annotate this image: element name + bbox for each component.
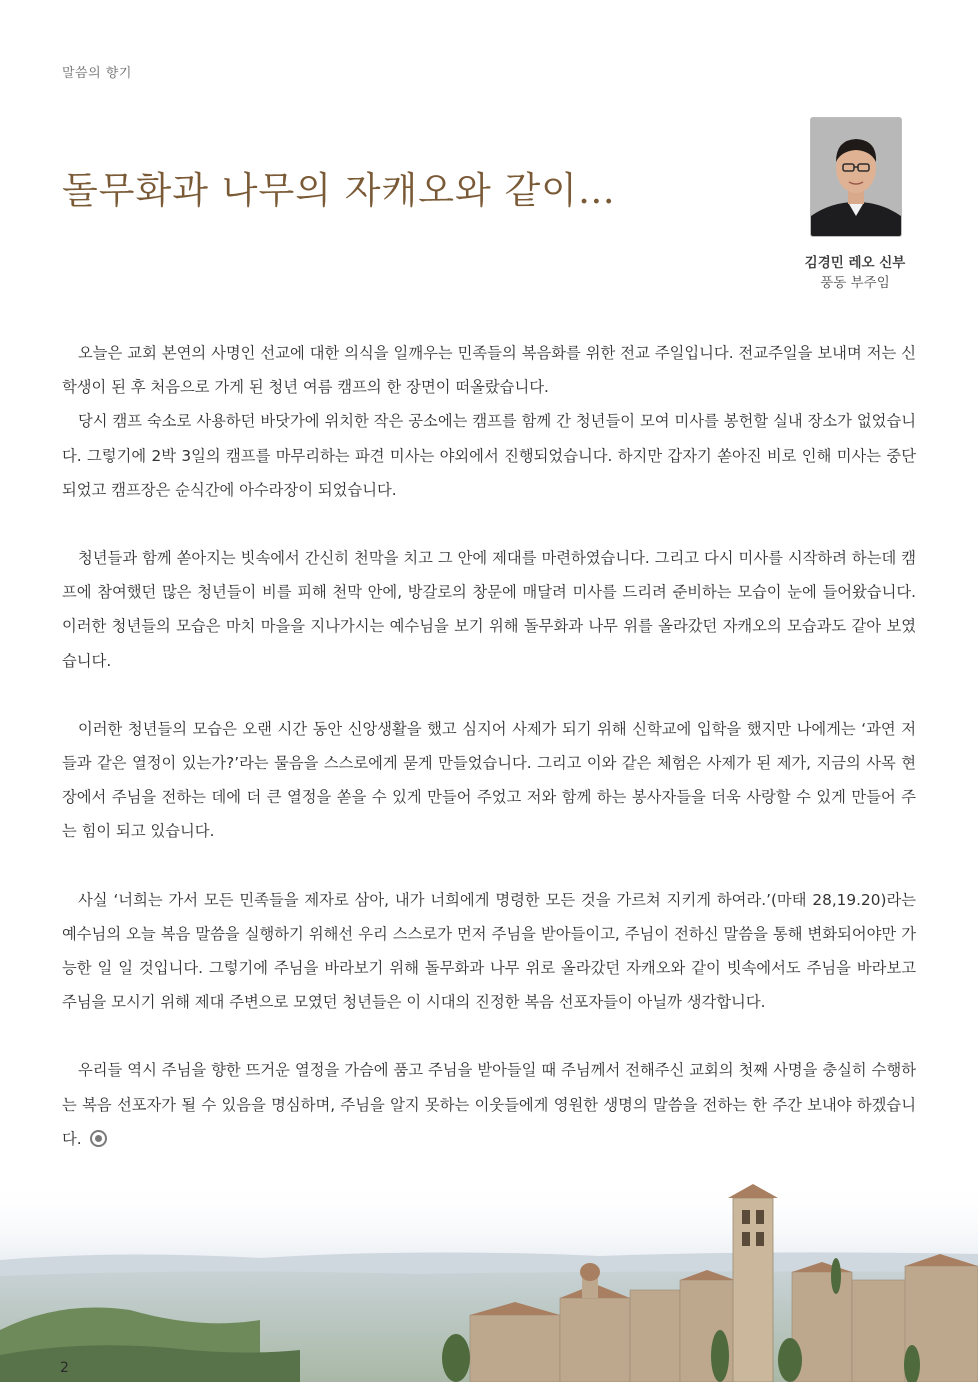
author-photo: [810, 117, 902, 237]
paragraph-text: 우리들 역시 주님을 향한 뜨거운 열정을 가슴에 품고 주님을 받아들일 때 주님께서 전해주신 교회의 첫째 사명을 충실히 수행하는 복음 선포자가 될 수 있음을 명심하며, 주님을 알지 못하는 이웃들에게 영원한 생명의 말씀을 전하는 한 주간 보내야 하겠습니다.: [62, 1061, 916, 1148]
end-mark-icon: [90, 1130, 107, 1147]
article-body: [62, 336, 916, 1156]
article-title: 돌무화과 나무의 자캐오와 같이…: [62, 169, 616, 212]
author-name: 김경민 레오 신부: [804, 255, 906, 271]
paragraph: 이러한 청년들의 모습은 오랜 시간 동안 신앙생활을 했고 심지어 사제가 되기 위해 신학교에 입학을 했지만 나에게는 ‘과연 저들과 같은 열정이 있는가?’라는 물음을 스스로에게 묻게 만들었습니다. 그리고 이와 같은 체험은 사제가 된 제가, 지금의 사목 현장에서 주님을 전하는 데에 더 큰 열정을 쏟을 수 있게 만들어 주었고 저와 함께 하는 봉사자들을 더욱 사랑할 수 있게 만들어 주는 힘이 되고 있습니다.: [62, 719, 916, 841]
section-label: 말씀의 향기: [62, 66, 132, 81]
page-number: 2: [60, 1360, 69, 1376]
paragraph: 오늘은 교회 본연의 사명인 선교에 대한 의식을 일깨우는 민족들의 복음화를 위한 전교 주일입니다. 전교주일을 보내며 저는 신학생이 된 후 처음으로 가게 된 청년 여름 캠프의 한 장면이 떠올랐습니다.: [62, 344, 916, 397]
paragraph: 청년들과 함께 쏟아지는 빗속에서 간신히 천막을 치고 그 안에 제대를 마련하였습니다. 그리고 다시 미사를 시작하려 하는데 캠프에 참여했던 많은 청년들이 비를 피해 천막 안에, 방갈로의 창문에 매달려 미사를 드리려 준비하는 모습이 눈에 들어왔습니다. 이러한 청년들의 모습은 마치 마을을 지나가시는 예수님을 보기 위해 돌무화과 나무 위를 올라갔던 자캐오의 모습과도 같아 보였습니다.: [62, 549, 916, 670]
paragraph: 사실 ‘너희는 가서 모든 민족들을 제자로 삼아, 내가 너희에게 명령한 모든 것을 가르쳐 지키게 하여라.’(마태 28,19.20)라는 예수님의 오늘 복음 말씀을 실행하기 위해선 우리 스스로가 먼저 주님을 받아들이고, 주님이 전하신 말씀을 통해 변화되어야만 가능한 일 일 것입니다. 그렇기에 주님을 바라보기 위해 돌무화과 나무 위로 올라갔던 자캐오와 같이 빗속에서도 주님을 바라보고 주님을 모시기 위해 제대 주변으로 모였던 청년들은 이 시대의 진정한 복음 선포자들이 아닐까 생각합니다.: [62, 890, 916, 1012]
paragraph: [62, 1053, 916, 1156]
author-role: 풍동 부주임: [820, 275, 890, 291]
paragraph: 당시 캠프 숙소로 사용하던 바닷가에 위치한 작은 공소에는 캠프를 함께 간 청년들이 모여 미사를 봉헌할 실내 장소가 없었습니다. 그렇기에 2박 3일의 캠프를 마무리하는 파견 미사는 야외에서 진행되었습니다. 하지만 갑자기 쏟아진 비로 인해 미사는 중단되었고 캠프장은 순식간에 아수라장이 되었습니다.: [62, 412, 916, 499]
landscape-illustration: [0, 1180, 978, 1382]
